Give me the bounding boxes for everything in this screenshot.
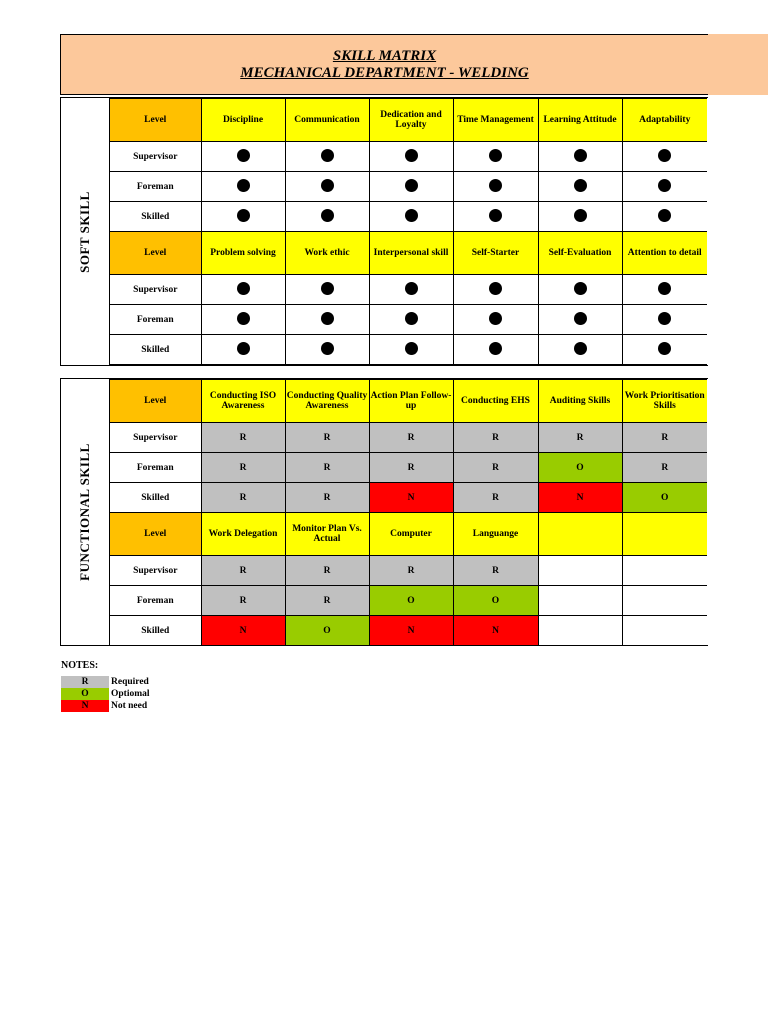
skill-header: Dedication and Loyalty — [369, 99, 453, 142]
bullet-dot-icon — [321, 312, 334, 325]
rating-cell: N — [369, 483, 453, 513]
rating-cell: R — [285, 453, 369, 483]
legend-swatch: R — [61, 676, 109, 688]
bullet-dot-icon — [574, 179, 587, 192]
skill-header: Problem solving — [201, 232, 285, 275]
bullet-dot-icon — [489, 209, 502, 222]
skill-header: Self-Starter — [453, 232, 538, 275]
rating-cell: N — [369, 616, 453, 646]
skill-cell — [453, 142, 538, 172]
bullet-dot-icon — [405, 342, 418, 355]
bullet-dot-icon — [574, 149, 587, 162]
bullet-dot-icon — [658, 179, 671, 192]
soft-skill-label: SOFT SKILL — [61, 98, 110, 365]
table-row — [110, 275, 707, 305]
bullet-dot-icon — [658, 342, 671, 355]
functional-skill-label: FUNCTIONAL SKILL — [61, 379, 110, 645]
skill-cell — [201, 142, 285, 172]
skill-cell — [201, 202, 285, 232]
rating-cell: O — [622, 483, 707, 513]
rating-cell: R — [201, 556, 285, 586]
table-row — [110, 335, 707, 365]
title-banner-extension — [708, 34, 768, 95]
empty-cell — [538, 616, 622, 646]
rating-cell: R — [285, 556, 369, 586]
bullet-dot-icon — [321, 149, 334, 162]
rating-cell: O — [538, 453, 622, 483]
skill-cell — [622, 335, 707, 365]
skill-header: Communication — [285, 99, 369, 142]
level-header: Level — [110, 380, 201, 423]
rating-cell: R — [201, 586, 285, 616]
skill-cell — [369, 202, 453, 232]
table-row — [110, 305, 707, 335]
role-label: Supervisor — [110, 556, 201, 586]
bullet-dot-icon — [321, 179, 334, 192]
legend-label: Required — [111, 677, 149, 687]
rating-cell: R — [285, 423, 369, 453]
rating-cell: N — [538, 483, 622, 513]
skill-header: Time Management — [453, 99, 538, 142]
role-label: Foreman — [110, 586, 201, 616]
skill-cell — [369, 172, 453, 202]
table-row — [110, 453, 707, 483]
skill-header: Attention to detail — [622, 232, 707, 275]
role-label: Foreman — [110, 172, 201, 202]
skill-header: Monitor Plan Vs. Actual — [285, 513, 369, 556]
bullet-dot-icon — [405, 312, 418, 325]
rating-cell: O — [453, 586, 538, 616]
bullet-dot-icon — [321, 342, 334, 355]
rating-cell: R — [369, 556, 453, 586]
rating-cell: R — [622, 453, 707, 483]
bullet-dot-icon — [405, 282, 418, 295]
bullet-dot-icon — [237, 282, 250, 295]
skill-header: Languange — [453, 513, 538, 556]
rating-cell: R — [453, 423, 538, 453]
bullet-dot-icon — [237, 312, 250, 325]
skill-cell — [369, 335, 453, 365]
rating-cell: N — [453, 616, 538, 646]
table-row — [110, 202, 707, 232]
bullet-dot-icon — [237, 149, 250, 162]
soft-skill-section — [60, 97, 708, 366]
rating-cell: N — [201, 616, 285, 646]
role-label: Foreman — [110, 305, 201, 335]
skill-header-row — [110, 232, 707, 275]
bullet-dot-icon — [489, 179, 502, 192]
skill-cell — [285, 202, 369, 232]
skill-header — [622, 513, 707, 556]
role-label: Skilled — [110, 616, 201, 646]
rating-cell: R — [453, 483, 538, 513]
functional-skill-section — [60, 378, 708, 646]
role-label: Skilled — [110, 483, 201, 513]
notes-title: NOTES: — [61, 660, 99, 671]
bullet-dot-icon — [237, 179, 250, 192]
skill-cell — [622, 275, 707, 305]
skill-cell — [285, 172, 369, 202]
level-header: Level — [110, 99, 201, 142]
rating-cell: R — [453, 556, 538, 586]
bullet-dot-icon — [658, 209, 671, 222]
bullet-dot-icon — [489, 342, 502, 355]
role-label: Supervisor — [110, 423, 201, 453]
rating-cell: R — [453, 453, 538, 483]
role-label: Supervisor — [110, 275, 201, 305]
empty-cell — [538, 586, 622, 616]
skill-header: Learning Attitude — [538, 99, 622, 142]
skill-header: Work ethic — [285, 232, 369, 275]
skill-cell — [622, 142, 707, 172]
skill-cell — [453, 202, 538, 232]
rating-cell: R — [538, 423, 622, 453]
skill-cell — [201, 275, 285, 305]
legend-label: Optiomal — [111, 689, 150, 699]
bullet-dot-icon — [574, 312, 587, 325]
skill-header: Conducting EHS — [453, 380, 538, 423]
rating-cell: O — [285, 616, 369, 646]
bullet-dot-icon — [489, 312, 502, 325]
table-row — [110, 556, 707, 586]
skill-cell — [538, 305, 622, 335]
bullet-dot-icon — [658, 282, 671, 295]
skill-cell — [622, 305, 707, 335]
legend-swatch: O — [61, 688, 109, 700]
bullet-dot-icon — [658, 149, 671, 162]
skill-header: Conducting Quality Awareness — [285, 380, 369, 423]
skill-header: Action Plan Follow-up — [369, 380, 453, 423]
bullet-dot-icon — [321, 209, 334, 222]
bullet-dot-icon — [489, 149, 502, 162]
skill-cell — [453, 172, 538, 202]
rating-cell: R — [285, 483, 369, 513]
skill-cell — [285, 142, 369, 172]
rating-cell: R — [201, 423, 285, 453]
empty-cell — [622, 586, 707, 616]
bullet-dot-icon — [574, 342, 587, 355]
rating-cell: R — [285, 586, 369, 616]
skill-header: Self-Evaluation — [538, 232, 622, 275]
skill-cell — [285, 335, 369, 365]
skill-cell — [201, 172, 285, 202]
role-label: Skilled — [110, 335, 201, 365]
role-label: Supervisor — [110, 142, 201, 172]
level-header: Level — [110, 232, 201, 275]
skill-cell — [538, 335, 622, 365]
skill-cell — [538, 142, 622, 172]
skill-cell — [538, 202, 622, 232]
skill-header-row — [110, 99, 707, 142]
rating-cell: R — [201, 483, 285, 513]
bullet-dot-icon — [321, 282, 334, 295]
role-label: Foreman — [110, 453, 201, 483]
skill-header: Conducting ISO Awareness — [201, 380, 285, 423]
skill-cell — [201, 335, 285, 365]
title-banner — [60, 34, 708, 95]
skill-cell — [201, 305, 285, 335]
table-row — [110, 423, 707, 453]
skill-header: Interpersonal skill — [369, 232, 453, 275]
level-header: Level — [110, 513, 201, 556]
rating-cell: R — [201, 453, 285, 483]
rating-cell: O — [369, 586, 453, 616]
functional-skill-table — [110, 379, 707, 646]
empty-cell — [622, 616, 707, 646]
skill-header-row — [110, 513, 707, 556]
bullet-dot-icon — [237, 209, 250, 222]
skill-header: Auditing Skills — [538, 380, 622, 423]
skill-cell — [285, 305, 369, 335]
skill-cell — [285, 275, 369, 305]
skill-cell — [622, 202, 707, 232]
skill-header: Discipline — [201, 99, 285, 142]
skill-cell — [369, 275, 453, 305]
skill-header: Computer — [369, 513, 453, 556]
legend-swatch: N — [61, 700, 109, 712]
skill-header: Adaptability — [622, 99, 707, 142]
skill-header: Work Prioritisation Skills — [622, 380, 707, 423]
skill-cell — [453, 305, 538, 335]
bullet-dot-icon — [405, 149, 418, 162]
skill-header: Work Delegation — [201, 513, 285, 556]
page-title: SKILL MATRIX — [332, 48, 437, 64]
empty-cell — [538, 556, 622, 586]
skill-cell — [453, 275, 538, 305]
table-row — [110, 483, 707, 513]
skill-cell — [369, 142, 453, 172]
bullet-dot-icon — [574, 282, 587, 295]
page-subtitle: MECHANICAL DEPARTMENT - WELDING — [240, 65, 529, 81]
bullet-dot-icon — [574, 209, 587, 222]
rating-cell: R — [622, 423, 707, 453]
bullet-dot-icon — [405, 209, 418, 222]
legend-label: Not need — [111, 701, 148, 711]
rating-cell: R — [369, 453, 453, 483]
skill-header-row — [110, 380, 707, 423]
bullet-dot-icon — [658, 312, 671, 325]
bullet-dot-icon — [237, 342, 250, 355]
soft-skill-table — [110, 98, 707, 365]
skill-cell — [369, 305, 453, 335]
skill-cell — [453, 335, 538, 365]
skill-cell — [538, 172, 622, 202]
table-row — [110, 172, 707, 202]
table-row — [110, 616, 707, 646]
skill-cell — [538, 275, 622, 305]
table-row — [110, 586, 707, 616]
rating-cell: R — [369, 423, 453, 453]
skill-cell — [622, 172, 707, 202]
role-label: Skilled — [110, 202, 201, 232]
bullet-dot-icon — [489, 282, 502, 295]
table-row — [110, 142, 707, 172]
skill-header — [538, 513, 622, 556]
empty-cell — [622, 556, 707, 586]
bullet-dot-icon — [405, 179, 418, 192]
